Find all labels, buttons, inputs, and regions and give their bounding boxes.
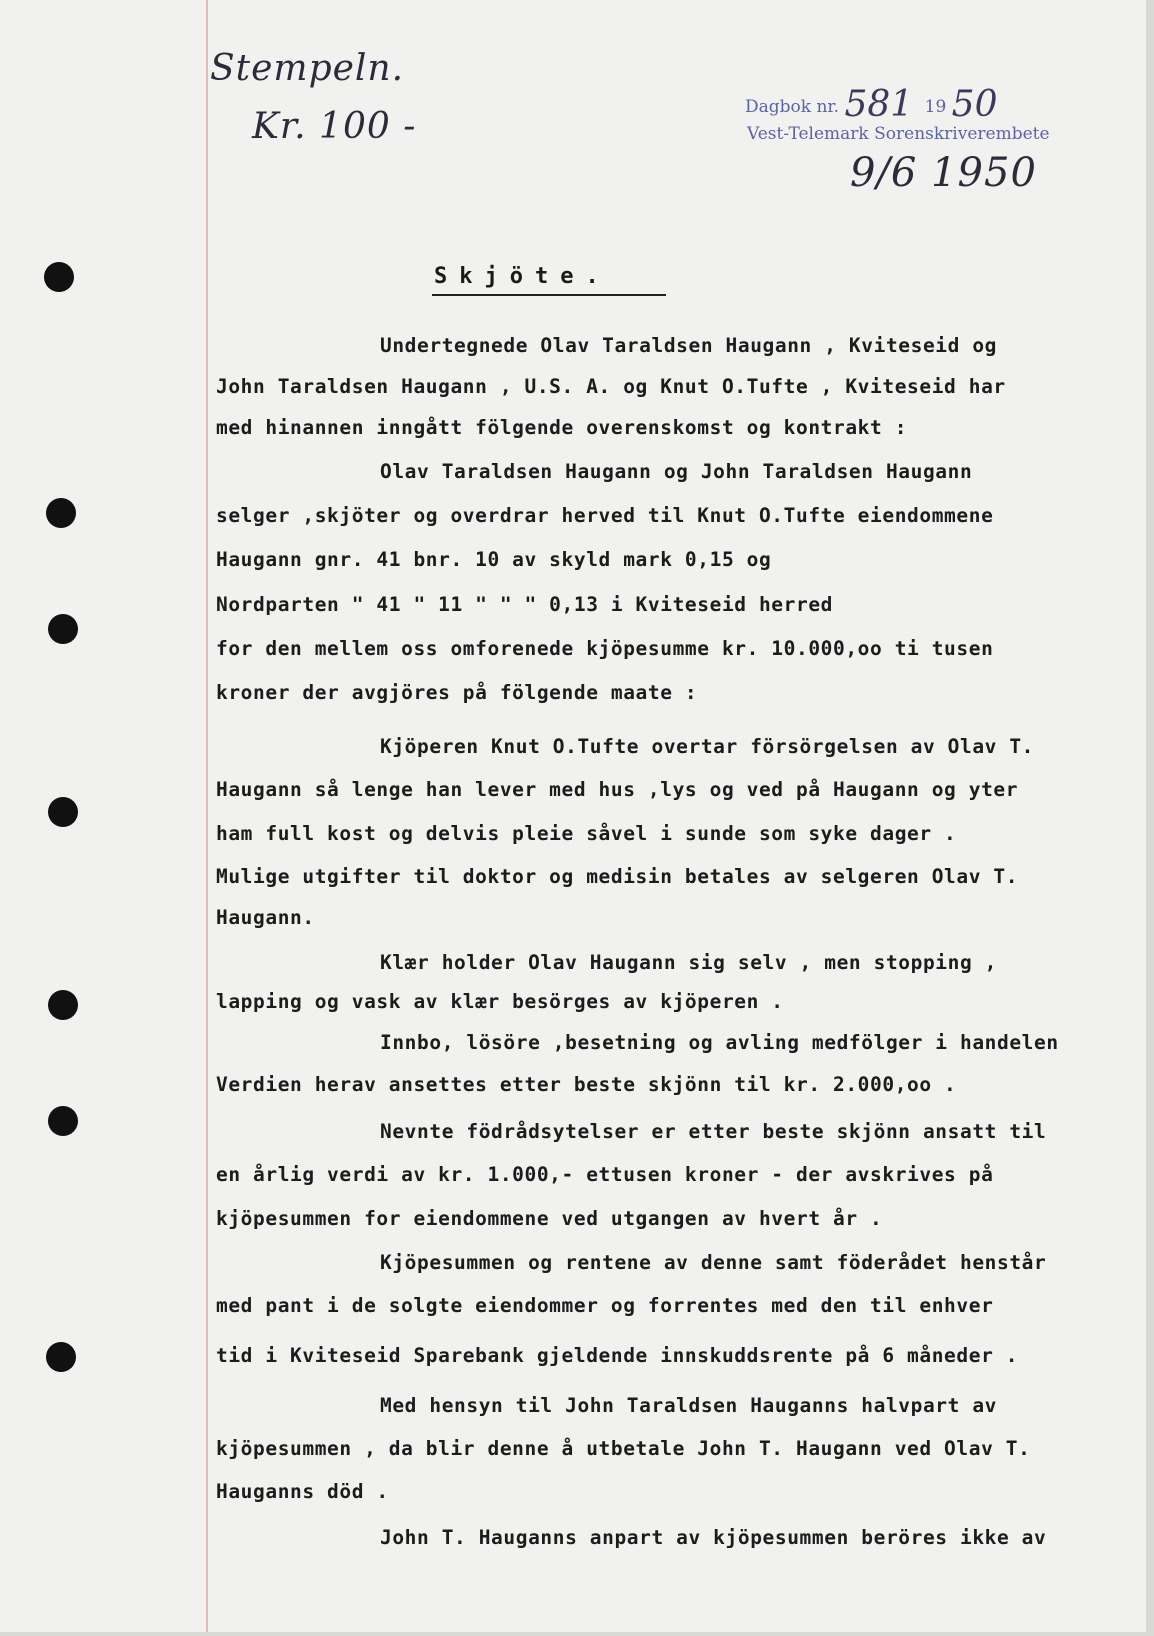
punch-hole-3 — [48, 614, 78, 644]
text-line: Olav Taraldsen Haugann og John Taraldsen Haugann — [380, 460, 973, 483]
text-line: tid i Kviteseid Sparebank gjeldende innskuddsrente på 6 måneder . — [216, 1344, 1019, 1367]
text-line: Kjöpesummen og rentene av denne samt föderådet henstår — [380, 1251, 1047, 1274]
text-line: kroner der avgjöres på fölgende maate : — [216, 681, 698, 704]
text-line: Hauganns död . — [216, 1480, 389, 1503]
text-line: kjöpesummen for eiendommene ved utgangen av hvert år . — [216, 1207, 883, 1230]
text-line: Kjöperen Knut O.Tufte overtar förs​örgelsen av Olav T. — [380, 735, 1035, 758]
text-line: Nevnte födrådsytelser er etter beste skjönn ansatt til — [380, 1120, 1047, 1143]
punch-hole-7 — [46, 1342, 76, 1372]
text-line: med hinannen inngått fölgende overenskomst og kontrakt : — [216, 416, 908, 439]
text-line: for den mellem oss omforenede kjöpesumme kr. 10.000,oo ti tusen — [216, 637, 994, 660]
handwritten-date: 9/6 1950 — [850, 150, 1037, 196]
text-line: John Taraldsen Haugann , U.S. A. og Knut O.Tufte , Kviteseid har — [216, 375, 1006, 398]
handwritten-stempel: Stempeln. — [210, 48, 405, 89]
dagbok-number: 581 — [844, 84, 914, 125]
text-line: Verdien herav ansettes etter beste skjönn til kr. 2.000,oo . — [216, 1073, 957, 1096]
margin-rule — [206, 0, 208, 1632]
text-line: ham full kost og delvis pleie såvel i sunde som syke dager . — [216, 822, 957, 845]
punch-hole-5 — [48, 990, 78, 1020]
text-line: selger ,skjöter og overdrar herved til Knut O.Tufte eiendommene — [216, 504, 994, 527]
text-line: lapping og vask av klær besörges av kjöperen . — [216, 990, 784, 1013]
text-line: Haugann. — [216, 906, 315, 929]
text-line: en årlig verdi av kr. 1.000,- ettusen kroner - der avskrives på — [216, 1163, 994, 1186]
dagbok-stamp — [745, 84, 997, 125]
punch-hole-1 — [44, 262, 74, 292]
text-line: Klær holder Olav Haugann sig selv , men stopping , — [380, 951, 997, 974]
text-line: Haugann så lenge han lever med hus ,lys og ved på Haugann og yter — [216, 778, 1019, 801]
text-line: Innbo, lösöre ,besetning og avling medfölger i handelen — [380, 1031, 1059, 1054]
text-line: Undertegnede Olav Taraldsen Haugann , Kviteseid og — [380, 334, 997, 357]
punch-hole-2 — [46, 498, 76, 528]
year-suffix: 50 — [951, 84, 998, 125]
text-line: John T. Hauganns anpart av kjöpesummen beröres ikke av — [380, 1526, 1047, 1549]
document-title: Skjöte. — [434, 264, 611, 289]
text-line: Haugann gnr. 41 bnr. 10 av skyld mark 0,15 og — [216, 548, 772, 571]
office-stamp: Vest-Telemark Sorenskriverembete — [747, 124, 1050, 144]
text-line: kjöpesummen , da blir denne å utbetale John T. Haugann ved Olav T. — [216, 1437, 1031, 1460]
handwritten-amount: Kr. 100 - — [252, 106, 417, 147]
text-line: Nordparten " 41 " 11 " " " 0,13 i Kviteseid herred — [216, 593, 833, 616]
text-line: med pant i de solgte eiendommer og forrentes med den til enhver — [216, 1294, 994, 1317]
text-line: Med hensyn til John Taraldsen Haugann​s halvpart av — [380, 1394, 997, 1417]
dagbok-label: Dagbok nr. — [745, 97, 840, 117]
punch-hole-4 — [48, 797, 78, 827]
text-line: Mulige utgifter til doktor og medisin betales av selgeren Olav T. — [216, 865, 1019, 888]
punch-hole-6 — [48, 1106, 78, 1136]
year-prefix: 19 — [924, 97, 947, 117]
title-underline — [432, 294, 666, 296]
